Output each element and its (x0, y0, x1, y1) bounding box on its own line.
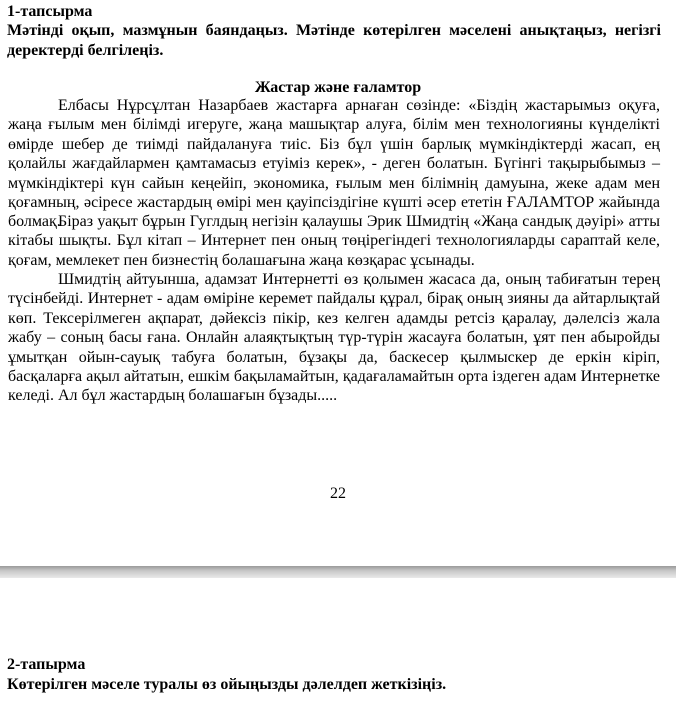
task2-heading: 2-тапырма (7, 656, 86, 673)
page-number: 22 (330, 485, 346, 502)
task1-heading: 1-тапсырма (7, 3, 93, 20)
essay-paragraph-3: Шмидтің айтуынша, адамзат Интернетті өз қолымен жасаса да, оның табиғатын терең түсінбейді. Интернет - адам өміріне керемет пайдалы құрал, бірақ оның зияны да айтарлықтай көп. Тексерілмеген ақпарат, дәйексіз пікір, кез келген адамды ретсіз қаралау, дәлелсіз жала жабу – соның басы ғана. Онлайн алаяқтықтың түр-түрін жасауға болатын, ұят пен абыройды ұмытқан ойын-сауық табуға болатын, бұзақы да, баскесер қылмыскер де еркін кіріп, басқаларға ақыл айтатын, ешкім бақыламайтын, қадағаламайтын орта іздеген адам Интернетке келеді. Ал бұл жастардың болашағын бұзады..... (8, 271, 660, 405)
essay-paragraph-1: Елбасы Нұрсұлтан Назарбаев жастарға арнаған сөзінде: «Біздің жастарымыз оқуға, жаңа ғылым мен білімді игеруге, жаңа машықтар алуға, білім мен технологияны күнделікті өмірде шебер де тиімді пайдалануға тиіс. Біз бұл үшін барлық мүмкіндіктерді жасап, ең қолайлы жағдайлармен қамтамасыз етуіміз керек», - деген болатын. Бүгінгі тақырыбымыз – мүмкіндіктері күн сайын кеңейіп, экономика, ғылым мен білімнің дамуына, жеке адам мен қоғамның, әсіресе жастардың өмірі мен қауіпсіздігіне күшті әсер ететін ҒАЛАМТОР жайында болмақ. (8, 97, 660, 231)
essay-paragraph-2: Біраз уақыт бұрын Гуглдың негізін қалаушы Эрик Шмидтің «Жаңа сандық дәуірі» атты кітабы шықты. Бұл кітап – Интернет пен оның төңірегіндегі технологияларды сараптай келе, қоғам, мемлекет пен бизнестің болашағына жаңа көзқарас ұсынады. (8, 213, 660, 269)
task1-instruction: Мәтінді оқып, мазмұнын баяндаңыз. Мәтінде көтерілген мәселені анықтаңыз, негізгі деректерді белгілеңіз. (7, 22, 661, 59)
page-break-divider (0, 566, 676, 578)
task2-instruction: Көтерілген мәселе туралы өз ойыңызды дәлелдеп жеткізіңіз. (7, 676, 447, 693)
essay-title: Жастар және ғаламтор (254, 79, 422, 96)
